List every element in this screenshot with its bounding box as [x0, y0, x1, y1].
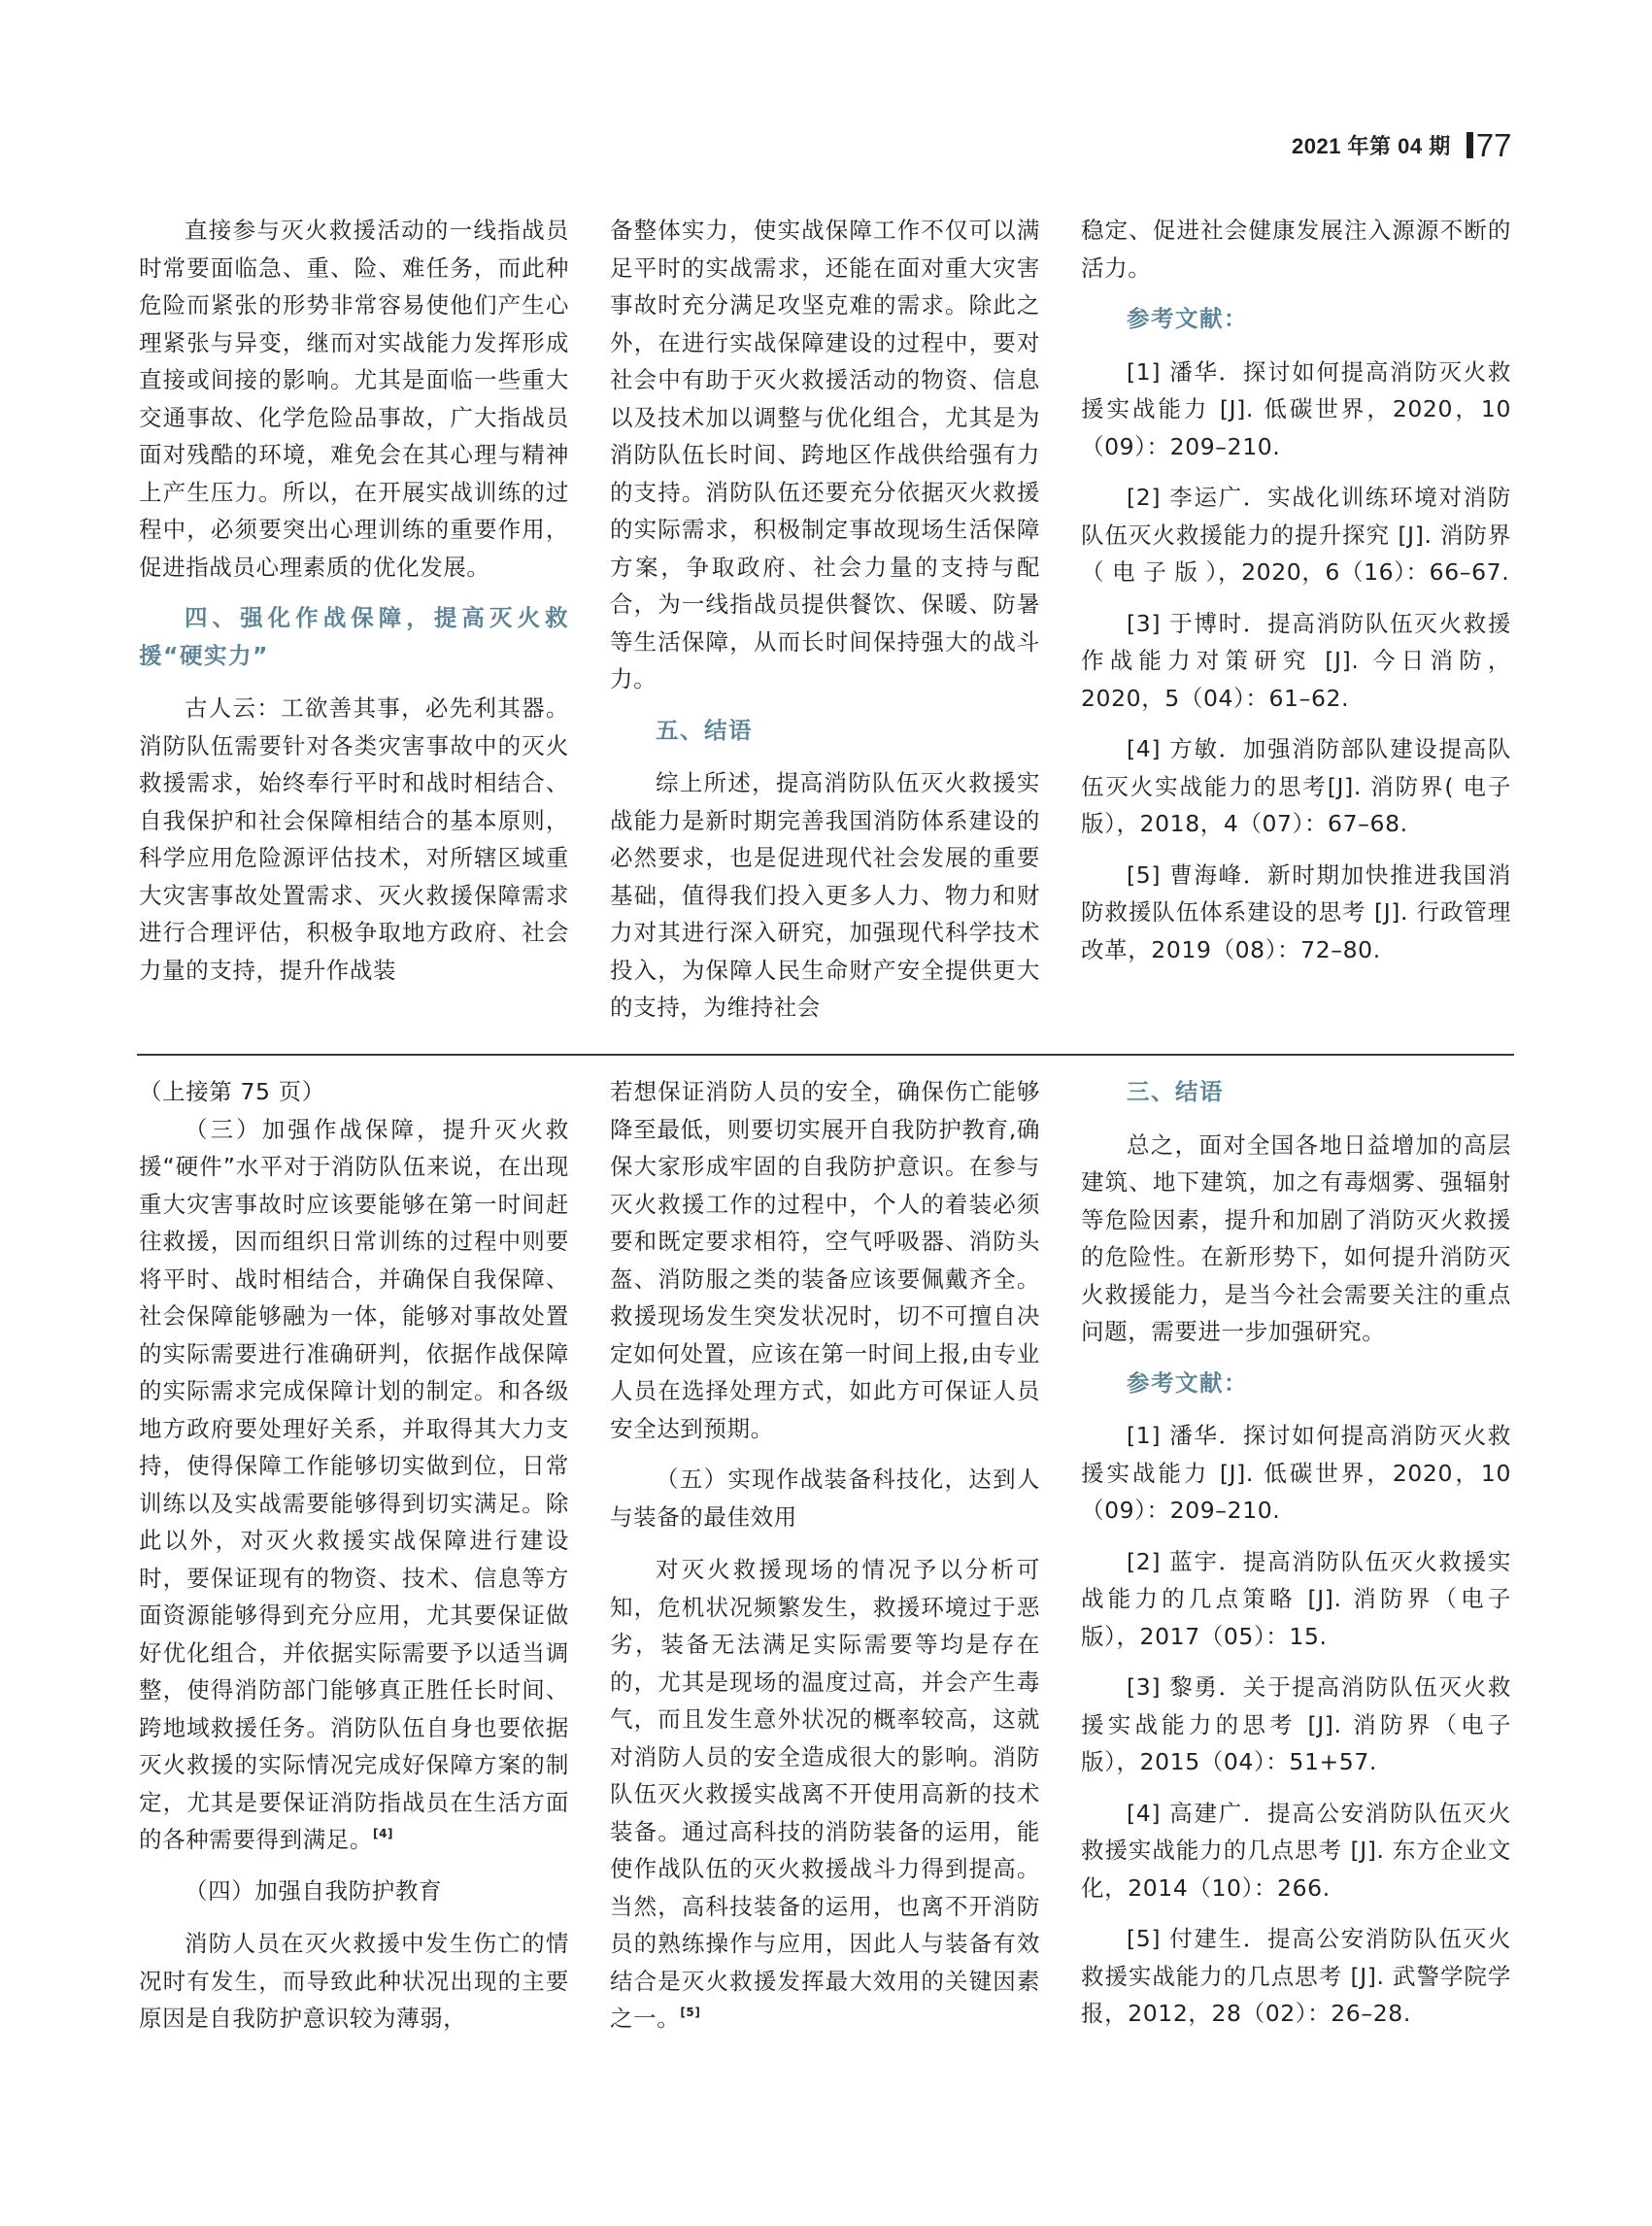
continued-from-label: （上接第 75 页） — [139, 1078, 325, 1105]
reference-item: [5] 曹海峰．新时期加快推进我国消防救援队伍体系建设的思考 [J]. 行政管理改革，2019（08）：72–80. — [1081, 860, 1511, 963]
bottom-column-3 — [1081, 1073, 1511, 2046]
paragraph: 稳定、促进社会健康发展注入源源不断的活力。 — [1081, 217, 1511, 282]
paragraph-text: 对灭火救援现场的情况予以分析可知，危机状况频繁发生，救援环境过于恶劣，装备无法满足实际需要等均是存在的，尤其是现场的温度过高，并会产生毒气，而且发生意外状况的概率较高，这就对消防人员的安全造成很大的影响。消防队伍灭火救援实战离不开使用高新的技术装备。通过高科技的消防装备的运用，能使作战队伍的灭火救援战斗力得到提高。当然，高科技装备的运用，也离不开消防员的熟练操作与应用，因此人与装备有效结合是灭火救援发挥最大效用的关键因素之一。 — [610, 1556, 1040, 2032]
paragraph: 古人云：工欲善其事，必先利其器。消防队伍需要针对各类灾害事故中的灭火救援需求，始终奉行平时和战时相结合、自我保护和社会保障相结合的基本原则，科学应用危险源评估技术，对所辖区域重大灾害事故处置需求、灭火救援保障需求进行合理评估，积极争取地方政府、社会力量的支持，提升作战装 — [139, 694, 569, 984]
paragraph: 总之，面对全国各地日益增加的高层建筑、地下建筑，加之有毒烟雾、强辐射等危险因素，提升和加剧了消防灭火救援的危险性。在新形势下，如何提升消防灭火救援能力，是当今社会需要关注的重点问题，需要进一步加强研究。 — [1081, 1130, 1511, 1345]
subsection-heading: （五）实现作战装备科技化，达到人与装备的最佳效用 — [610, 1466, 1040, 1531]
issue-label: 2021 年第 04 期 — [1292, 134, 1451, 158]
paragraph: 消防人员在灭火救援中发生伤亡的情况时有发生，而导致此种状况出现的主要原因是自我防护意识较为薄弱， — [139, 1930, 569, 2032]
section-heading: 五、结语 — [656, 716, 753, 744]
references-heading: 参考文献： — [1127, 305, 1248, 332]
top-column-2 — [610, 212, 1040, 1040]
subsection-heading: （四）加强自我防护教育 — [185, 1876, 443, 1905]
citation: [4] — [373, 1827, 394, 1840]
reference-item: [2] 蓝宇．提高消防队伍灭火救援实战能力的几点策略 [J]. 消防界（电子版），2017（05）：15. — [1081, 1547, 1511, 1650]
reference-item: [3] 于博时．提高消防队伍灭火救援作战能力对策研究 [J]. 今日消防，2020，5（04）：61–62. — [1081, 609, 1511, 712]
section-heading: 四、强化作战保障，提高灭火救援“硬实力” — [139, 604, 569, 669]
paragraph-text: （三）加强作战保障，提升灭火救援“硬件”水平对于消防队伍来说，在出现重大灾害事故时应该要能够在第一时间赶往救援，因而组织日常训练的过程中则要将平时、战时相结合，并确保自我保障、社会保障能够融为一体，能够对事故处置的实际需要进行准确研判，依据作战保障的实际需求完成保障计划的制定。和各级地方政府要处理好关系，并取得其大力支持，使得保障工作能够切实做到位，日常训练以及实战需要能够得到切实满足。除此以外，对灭火救援实战保障进行建设时，要保证现有的物资、技术、信息等方面资源能够得到充分应用，尤其要保证做好优化组合，并依据实际需要予以适当调整，使得消防部门能够真正胜任长时间、跨地域救援任务。消防队伍自身也要依据灭火救援的实际情况完成好保障方案的制定，尤其是要保证消防指战员在生活方面的各种需要得到满足。 — [139, 1115, 569, 1853]
reference-item: [1] 潘华．探讨如何提高消防灭火救援实战能力 [J]. 低碳世界，2020，10（09）：209–210. — [1081, 1422, 1511, 1524]
reference-item: [2] 李运广．实战化训练环境对消防队伍灭火救援能力的提升探究 [J]. 消防界（ 电 子 版 ），2020，6（16）：66–67. — [1081, 484, 1511, 586]
reference-item: [4] 高建广．提高公安消防队伍灭火救援实战能力的几点思考 [J]. 东方企业文化，2014（10）：266. — [1081, 1799, 1511, 1902]
page-number: 77 — [1475, 127, 1512, 163]
reference-item: [4] 方敏．加强消防部队建设提高队伍灭火实战能力的思考[J]. 消防界( 电子版），2018，4（07）：67–68. — [1081, 735, 1511, 837]
paragraph: 综上所述，提高消防队伍灭火救援实战能力是新时期完善我国消防体系建设的必然要求，也是促进现代社会发展的重要基础，值得我们投入更多人力、物力和财力对其进行深入研究，加强现代科学技术投入，为保障人民生命财产安全提供更大的支持，为维持社会 — [610, 769, 1040, 1021]
paragraph: 直接参与灭火救援活动的一线指战员时常要面临急、重、险、难任务，而此种危险而紧张的形势非常容易使他们产生心理紧张与异变，继而对实战能力发挥形成直接或间接的影响。尤其是面临一些重大交通事故、化学危险品事故，广大指战员面对残酷的环境，难免会在其心理与精神上产生压力。所以，在开展实战训练的过程中，必须要突出心理训练的重要作用，促进指战员心理素质的优化发展。 — [139, 217, 569, 581]
citation: [5] — [680, 2006, 701, 2019]
header-bar-divider — [1467, 132, 1473, 158]
paragraph — [610, 1551, 1040, 2038]
bottom-column-2 — [610, 1073, 1040, 2051]
top-column-1 — [139, 212, 569, 1002]
reference-item: [5] 付建生．提高公安消防队伍灭火救援实战能力的几点思考 [J]. 武警学院学报，2012，28（02）：26–28. — [1081, 1925, 1511, 2027]
references-heading: 参考文献： — [1127, 1368, 1248, 1397]
bottom-column-1 — [139, 1073, 569, 2051]
paragraph: 若想保证消防人员的安全，确保伤亡能够降至最低，则要切实展开自我防护教育,确保大家形成牢固的自我防护意识。在参与灭火救援工作的过程中，个人的着装必须要和既定要求相符，空气呼吸器、消防头盔、消防服之类的装备应该要佩戴齐全。救援现场发生突发状况时，切不可擅自决定如何处置，应该在第一时间上报,由专业人员在选择处理方式，如此方可保证人员安全达到预期。 — [610, 1078, 1040, 1442]
reference-item: [1] 潘华．探讨如何提高消防灭火救援实战能力 [J]. 低碳世界，2020，10（09）：209–210. — [1081, 357, 1511, 460]
section-heading: 三、结语 — [1127, 1078, 1224, 1105]
top-column-3 — [1081, 212, 1511, 982]
section-divider — [137, 1054, 1514, 1056]
paragraph — [139, 1111, 569, 1859]
paragraph: 备整体实力，使实战保障工作不仅可以满足平时的实战需求，还能在面对重大灾害事故时充分满足攻坚克难的需求。除此之外，在进行实战保障建设的过程中，要对社会中有助于灭火救援活动的物资、信息以及技术加以调整与优化组合，尤其是为消防队伍长时间、跨地区作战供给强有力的支持。消防队伍还要充分依据灭火救援的实际需求，积极制定事故现场生活保障方案，争取政府、社会力量的支持与配合，为一线指战员提供餐饮、保暖、防暑等生活保障，从而长时间保持强大的战斗力。 — [610, 217, 1040, 692]
page-header — [1292, 129, 1511, 161]
reference-item: [3] 黎勇．关于提高消防队伍灭火救援实战能力的思考 [J]. 消防界（电子版），2015（04）：51+57. — [1081, 1673, 1511, 1775]
